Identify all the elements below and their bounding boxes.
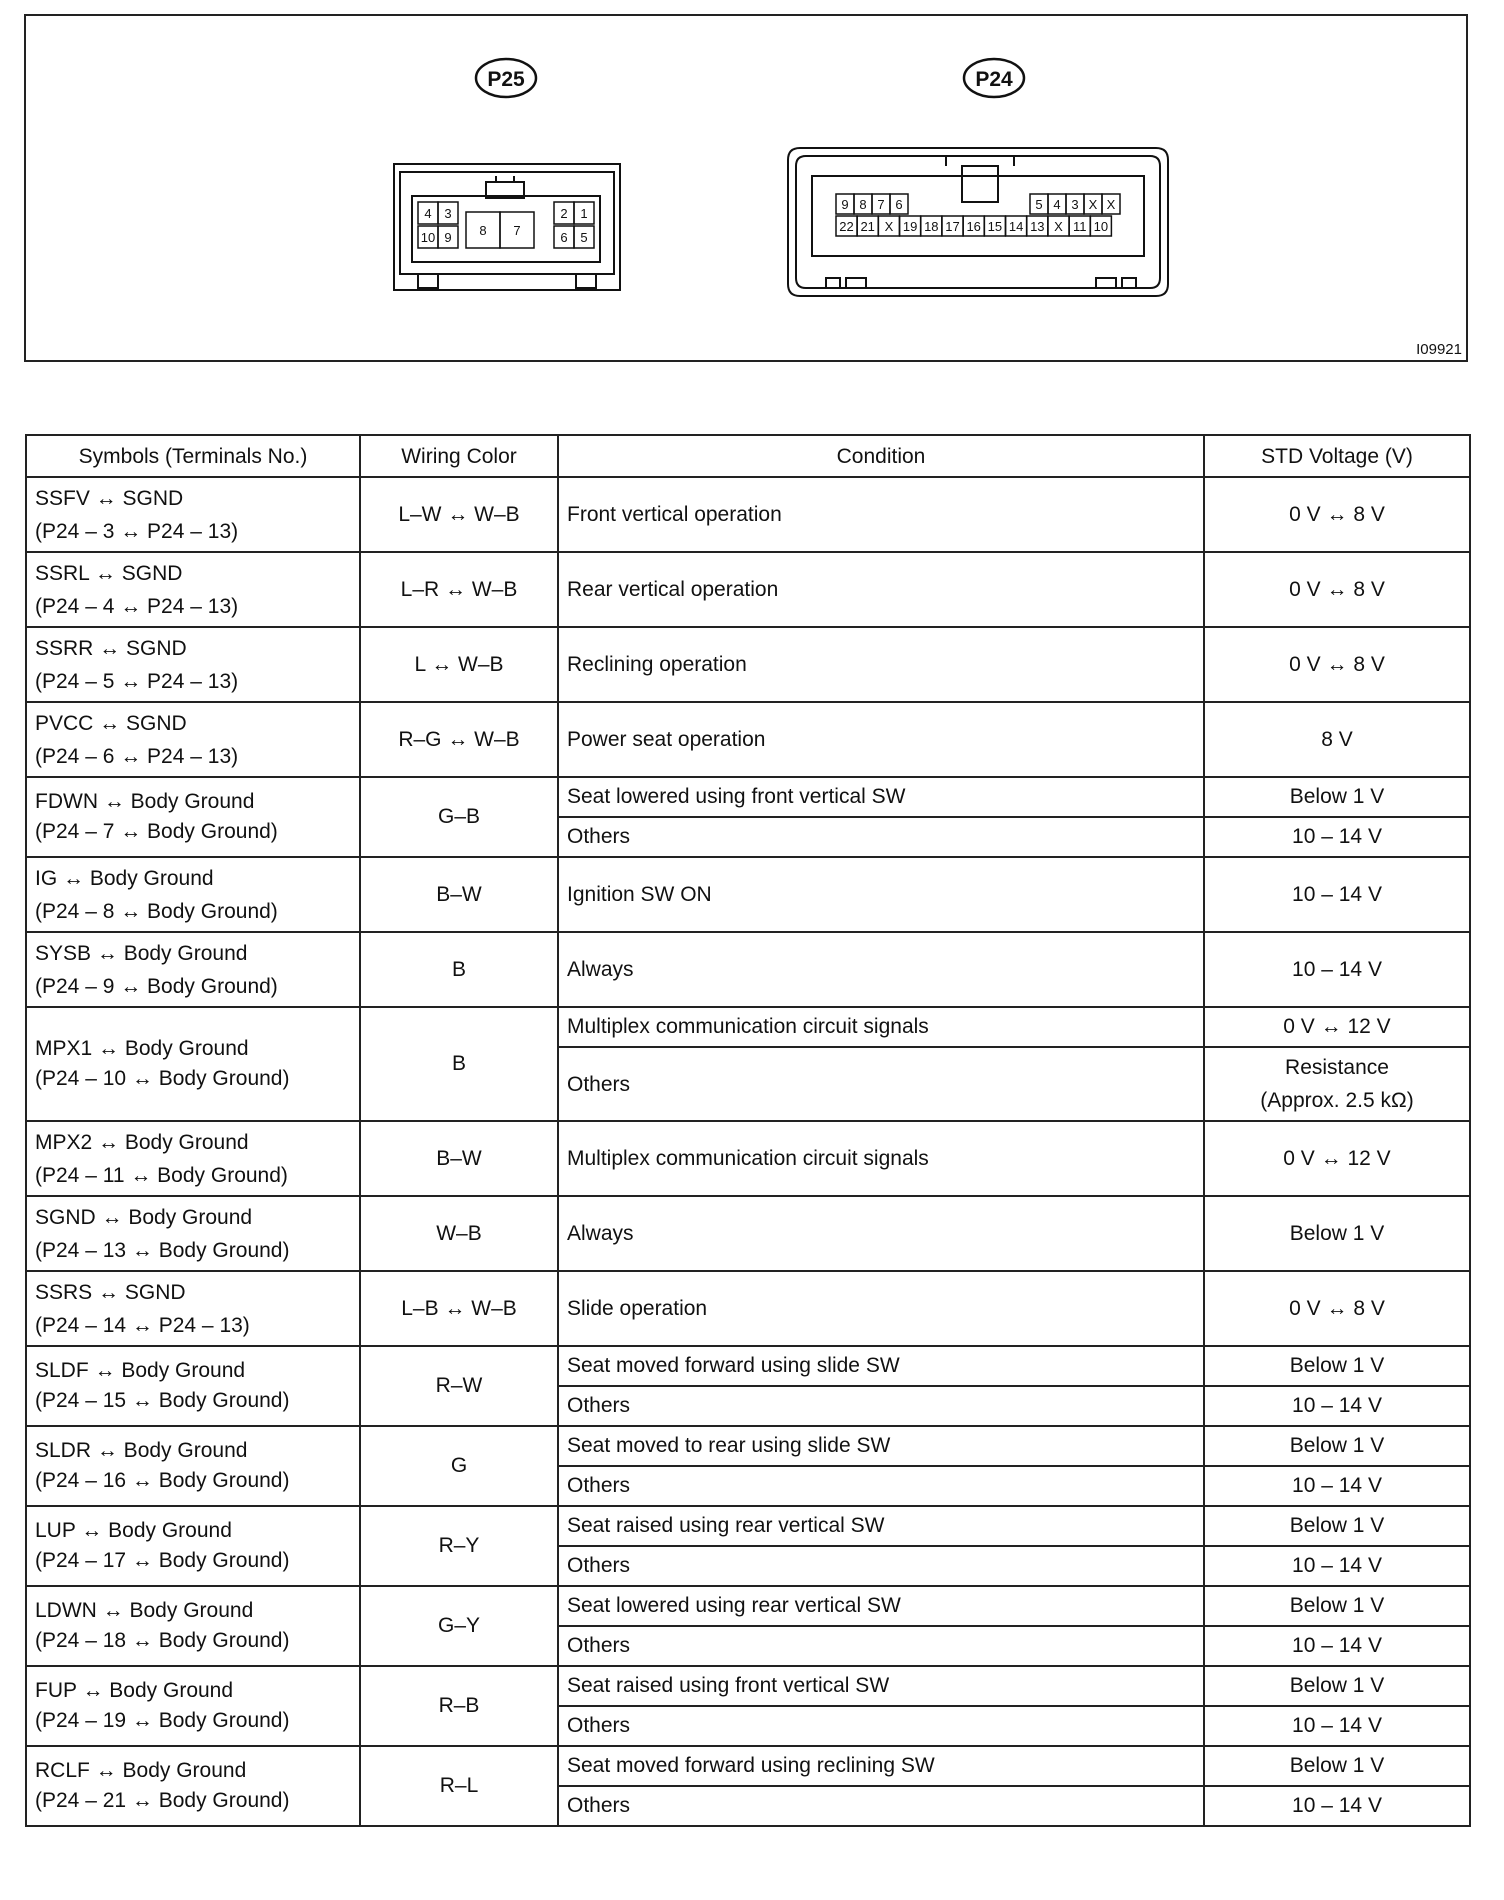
voltage-value: Below 1 V [1289, 1222, 1385, 1245]
condition-cell: Ignition SW ON [558, 857, 1204, 932]
symbol-cell [26, 552, 360, 627]
connector-pin [1048, 216, 1069, 236]
condition-cell: Front vertical operation [558, 477, 1204, 552]
voltage-cell [1204, 1047, 1470, 1121]
pin-number: 21 [860, 219, 875, 234]
connector-pin [854, 194, 872, 214]
voltage-value: 0 V ↔ 12 V [1283, 1147, 1391, 1170]
p25-connector [394, 164, 620, 290]
connector-pin [878, 216, 899, 236]
pin-number: 6 [895, 197, 903, 212]
pin-number: 18 [924, 219, 939, 234]
voltage-value: 10 – 14 V [1292, 1714, 1382, 1737]
voltage-value: 0 V ↔ 8 V [1289, 653, 1385, 676]
voltage-value: Below 1 V [1289, 1754, 1385, 1777]
condition-cell: Reclining operation [558, 627, 1204, 702]
symbol-name: LUP ↔ Body Ground [35, 1519, 232, 1542]
symbol-name: SLDF ↔ Body Ground [35, 1359, 246, 1382]
voltage-value: 0 V ↔ 8 V [1289, 578, 1385, 601]
terminal-numbers: (P24 – 8 ↔ Body Ground) [35, 899, 278, 923]
voltage-value: Below 1 V [1289, 1434, 1385, 1457]
wiring-color-cell: G–Y [360, 1586, 558, 1666]
pin-number: 4 [1053, 197, 1061, 212]
voltage-cell [1204, 1626, 1470, 1666]
condition-cell: Slide operation [558, 1271, 1204, 1346]
voltage-value: Below 1 V [1289, 1354, 1385, 1377]
condition-cell: Others [558, 1466, 1204, 1506]
connector-pin [1027, 216, 1048, 236]
pin-number: 11 [1072, 219, 1087, 234]
table-row [26, 777, 1470, 817]
wiring-color-cell: L–W ↔ W–B [360, 477, 558, 552]
symbol-name: FUP ↔ Body Ground [35, 1679, 234, 1702]
connector-pin [438, 202, 458, 224]
connector-diagram [24, 14, 1468, 362]
pin-number: X [1106, 197, 1116, 212]
voltage-value: Resistance [1285, 1056, 1389, 1079]
connector-pin [574, 202, 594, 224]
p25-pins [418, 202, 594, 248]
connector-pin [554, 202, 574, 224]
voltage-cell [1204, 702, 1470, 777]
connector-pin [1066, 194, 1084, 214]
header-symbols: Symbols (Terminals No.) [26, 435, 360, 477]
p25-label [476, 59, 536, 97]
condition-cell: Seat moved forward using slide SW [558, 1346, 1204, 1386]
voltage-value: 0 V ↔ 8 V [1289, 503, 1385, 526]
pin-number: 5 [1035, 197, 1043, 212]
voltage-value: 0 V ↔ 8 V [1289, 1297, 1385, 1320]
voltage-value: 10 – 14 V [1292, 1554, 1382, 1577]
voltage-value: 10 – 14 V [1292, 1394, 1382, 1417]
voltage-cell [1204, 627, 1470, 702]
terminal-numbers: (P24 – 6 ↔ P24 – 13) [35, 744, 239, 768]
table-row [26, 1426, 1470, 1466]
pin-number: 8 [859, 197, 867, 212]
symbol-name: MPX1 ↔ Body Ground [35, 1037, 249, 1060]
voltage-cell [1204, 1706, 1470, 1746]
voltage-cell [1204, 1506, 1470, 1546]
voltage-cell [1204, 857, 1470, 932]
condition-cell: Seat raised using front vertical SW [558, 1666, 1204, 1706]
pin-number: 9 [444, 230, 452, 245]
wiring-color-cell: R–L [360, 1746, 558, 1826]
voltage-value: 8 V [1321, 728, 1353, 751]
condition-cell: Seat lowered using rear vertical SW [558, 1586, 1204, 1626]
condition-cell: Others [558, 1546, 1204, 1586]
connector-drawing [26, 16, 1470, 364]
connector-pin [574, 226, 594, 248]
condition-cell: Multiplex communication circuit signals [558, 1007, 1204, 1047]
connector-pin [1102, 194, 1120, 214]
symbol-cell [26, 1121, 360, 1196]
table-row [26, 627, 1470, 702]
terminal-numbers: (P24 – 5 ↔ P24 – 13) [35, 669, 239, 693]
connector-pin [438, 226, 458, 248]
table-row [26, 1746, 1470, 1786]
pin-number: 5 [580, 230, 588, 245]
symbol-cell [26, 777, 360, 857]
connector-pin [890, 194, 908, 214]
voltage-value: 10 – 14 V [1292, 825, 1382, 848]
condition-cell: Rear vertical operation [558, 552, 1204, 627]
p25-label-text: P25 [487, 68, 525, 91]
terminal-numbers: (P24 – 10 ↔ Body Ground) [35, 1067, 290, 1090]
table-row [26, 1586, 1470, 1626]
voltage-value: 10 – 14 V [1292, 958, 1382, 981]
header-condition: Condition [558, 435, 1204, 477]
terminal-numbers: (P24 – 15 ↔ Body Ground) [35, 1389, 290, 1412]
symbol-cell [26, 857, 360, 932]
connector-pin [418, 226, 438, 248]
condition-cell: Always [558, 932, 1204, 1007]
table-row [26, 702, 1470, 777]
figure-code: I09921 [1416, 341, 1462, 358]
wiring-color-cell: R–W [360, 1346, 558, 1426]
p24-pins [836, 194, 1120, 236]
wiring-color-cell: G–B [360, 777, 558, 857]
voltage-cell [1204, 817, 1470, 857]
table-row [26, 857, 1470, 932]
symbol-cell [26, 1746, 360, 1826]
voltage-cell [1204, 1346, 1470, 1386]
condition-cell: Others [558, 1626, 1204, 1666]
voltage-cell [1204, 1386, 1470, 1426]
voltage-cell [1204, 477, 1470, 552]
condition-cell: Seat raised using rear vertical SW [558, 1506, 1204, 1546]
wiring-color-cell: B [360, 1007, 558, 1121]
wiring-color-cell: B [360, 932, 558, 1007]
condition-cell: Others [558, 1386, 1204, 1426]
pin-number: 6 [560, 230, 568, 245]
connector-pin [418, 202, 438, 224]
voltage-cell [1204, 1007, 1470, 1047]
terminal-numbers: (P24 – 19 ↔ Body Ground) [35, 1709, 290, 1732]
symbol-cell [26, 932, 360, 1007]
pin-number: X [1088, 197, 1098, 212]
wiring-color-cell: B–W [360, 857, 558, 932]
voltage-value: 10 – 14 V [1292, 1634, 1382, 1657]
pin-number: 7 [877, 197, 885, 212]
connector-pin [1090, 216, 1111, 236]
terminal-numbers: (P24 – 17 ↔ Body Ground) [35, 1549, 290, 1572]
condition-cell: Always [558, 1196, 1204, 1271]
symbol-cell [26, 1666, 360, 1746]
symbol-name: SGND ↔ Body Ground [35, 1205, 253, 1229]
connector-pin [900, 216, 921, 236]
terminal-numbers: (P24 – 18 ↔ Body Ground) [35, 1629, 290, 1652]
voltage-cell [1204, 777, 1470, 817]
condition-cell: Others [558, 1786, 1204, 1826]
condition-cell: Power seat operation [558, 702, 1204, 777]
connector-pin [963, 216, 984, 236]
connector-pin [1084, 194, 1102, 214]
pin-number: 2 [560, 206, 568, 221]
wiring-color-cell: L–R ↔ W–B [360, 552, 558, 627]
voltage-cell [1204, 1196, 1470, 1271]
symbol-name: SYSB ↔ Body Ground [35, 941, 248, 965]
symbol-name: SSFV ↔ SGND [35, 486, 184, 510]
condition-cell: Seat moved forward using reclining SW [558, 1746, 1204, 1786]
table-row [26, 1346, 1470, 1386]
table-header-row [26, 435, 1470, 477]
terminal-numbers: (P24 – 13 ↔ Body Ground) [35, 1238, 290, 1262]
symbol-name: RCLF ↔ Body Ground [35, 1759, 247, 1782]
pin-number: 15 [987, 219, 1003, 234]
pin-number: 13 [1030, 219, 1045, 234]
voltage-cell [1204, 1786, 1470, 1826]
pin-number: X [884, 219, 894, 234]
p24-label-text: P24 [975, 68, 1013, 91]
connector-pin [466, 212, 500, 248]
symbol-name: PVCC ↔ SGND [35, 711, 187, 735]
symbol-cell [26, 1426, 360, 1506]
pin-number: 8 [479, 223, 487, 238]
wiring-color-cell: W–B [360, 1196, 558, 1271]
terminal-numbers: (P24 – 21 ↔ Body Ground) [35, 1789, 290, 1812]
condition-cell: Others [558, 1047, 1204, 1121]
terminal-numbers: (P24 – 16 ↔ Body Ground) [35, 1469, 290, 1492]
table-row [26, 1121, 1470, 1196]
voltage-cell [1204, 1586, 1470, 1626]
symbol-cell [26, 702, 360, 777]
terminal-numbers: (P24 – 9 ↔ Body Ground) [35, 974, 278, 998]
pin-number: 1 [580, 206, 588, 221]
wiring-color-cell: L–B ↔ W–B [360, 1271, 558, 1346]
table-row [26, 1271, 1470, 1346]
table-row [26, 1666, 1470, 1706]
table-row [26, 477, 1470, 552]
connector-pin [836, 216, 857, 236]
connector-pin [500, 212, 534, 248]
symbol-cell [26, 1271, 360, 1346]
connector-pin [1048, 194, 1066, 214]
pin-number: 22 [839, 219, 854, 234]
symbol-cell [26, 627, 360, 702]
terminal-numbers: (P24 – 11 ↔ Body Ground) [35, 1163, 288, 1187]
symbol-name: SSRS ↔ SGND [35, 1280, 186, 1304]
symbol-cell [26, 1007, 360, 1121]
table-row [26, 1506, 1470, 1546]
symbol-name: SSRR ↔ SGND [35, 636, 187, 660]
connector-pin [1030, 194, 1048, 214]
voltage-cell [1204, 1271, 1470, 1346]
table-row [26, 552, 1470, 627]
symbol-name: LDWN ↔ Body Ground [35, 1599, 254, 1622]
pin-number: 14 [1008, 219, 1024, 234]
voltage-value: Below 1 V [1289, 785, 1385, 808]
pin-number: 7 [513, 223, 521, 238]
connector-pin [836, 194, 854, 214]
connector-pin [1069, 216, 1090, 236]
symbol-cell [26, 1506, 360, 1586]
connector-pin [1006, 216, 1027, 236]
voltage-value: (Approx. 2.5 kΩ) [1260, 1089, 1414, 1112]
symbol-cell [26, 1586, 360, 1666]
voltage-value: 10 – 14 V [1292, 883, 1382, 906]
pin-number: 3 [1071, 197, 1079, 212]
voltage-cell [1204, 1666, 1470, 1706]
symbol-cell [26, 477, 360, 552]
table-row [26, 1196, 1470, 1271]
terminal-numbers: (P24 – 3 ↔ P24 – 13) [35, 519, 239, 543]
wiring-color-cell: G [360, 1426, 558, 1506]
header-wiring-color: Wiring Color [360, 435, 558, 477]
connector-pin [872, 194, 890, 214]
voltage-cell [1204, 932, 1470, 1007]
pin-number: 10 [1093, 219, 1109, 234]
table-body [26, 477, 1470, 1826]
voltage-cell [1204, 1426, 1470, 1466]
symbol-name: SLDR ↔ Body Ground [35, 1439, 248, 1462]
voltage-value: 10 – 14 V [1292, 1794, 1382, 1817]
voltage-cell [1204, 552, 1470, 627]
wiring-color-cell: R–B [360, 1666, 558, 1746]
condition-cell: Others [558, 1706, 1204, 1746]
symbol-cell [26, 1346, 360, 1426]
voltage-value: Below 1 V [1289, 1514, 1385, 1537]
wiring-color-cell: L ↔ W–B [360, 627, 558, 702]
pin-number: 17 [945, 219, 960, 234]
pin-number: 19 [902, 219, 918, 234]
connector-pin [942, 216, 963, 236]
voltage-value: 0 V ↔ 12 V [1283, 1015, 1391, 1038]
wiring-color-cell: B–W [360, 1121, 558, 1196]
condition-cell: Multiplex communication circuit signals [558, 1121, 1204, 1196]
pin-number: X [1054, 219, 1063, 234]
wiring-color-cell: R–Y [360, 1506, 558, 1586]
table-row [26, 1007, 1470, 1047]
symbol-cell [26, 1196, 360, 1271]
header-std-voltage: STD Voltage (V) [1204, 435, 1470, 477]
condition-cell: Seat lowered using front vertical SW [558, 777, 1204, 817]
pin-number: 16 [966, 219, 981, 234]
voltage-cell [1204, 1121, 1470, 1196]
symbol-name: MPX2 ↔ Body Ground [35, 1130, 249, 1154]
terminal-numbers: (P24 – 7 ↔ Body Ground) [35, 820, 278, 843]
symbol-name: SSRL ↔ SGND [35, 561, 183, 585]
terminal-numbers: (P24 – 14 ↔ P24 – 13) [35, 1313, 250, 1337]
connector-pin [554, 226, 574, 248]
pin-number: 9 [841, 197, 849, 212]
voltage-cell [1204, 1546, 1470, 1586]
condition-cell: Seat moved to rear using slide SW [558, 1426, 1204, 1466]
terminal-spec-table [25, 434, 1471, 1827]
p24-label [964, 59, 1024, 97]
voltage-value: 10 – 14 V [1292, 1474, 1382, 1497]
pin-number: 4 [424, 206, 432, 221]
wiring-color-cell: R–G ↔ W–B [360, 702, 558, 777]
voltage-value: Below 1 V [1289, 1594, 1385, 1617]
pin-number: 10 [420, 230, 436, 245]
pin-number: 3 [444, 206, 452, 221]
symbol-name: FDWN ↔ Body Ground [35, 790, 255, 813]
connector-pin [984, 216, 1005, 236]
symbol-name: IG ↔ Body Ground [35, 866, 214, 890]
condition-cell: Others [558, 817, 1204, 857]
connector-pin [921, 216, 942, 236]
voltage-cell [1204, 1466, 1470, 1506]
table-row [26, 932, 1470, 1007]
terminal-numbers: (P24 – 4 ↔ P24 – 13) [35, 594, 239, 618]
voltage-cell [1204, 1746, 1470, 1786]
connector-pin [857, 216, 878, 236]
voltage-value: Below 1 V [1289, 1674, 1385, 1697]
